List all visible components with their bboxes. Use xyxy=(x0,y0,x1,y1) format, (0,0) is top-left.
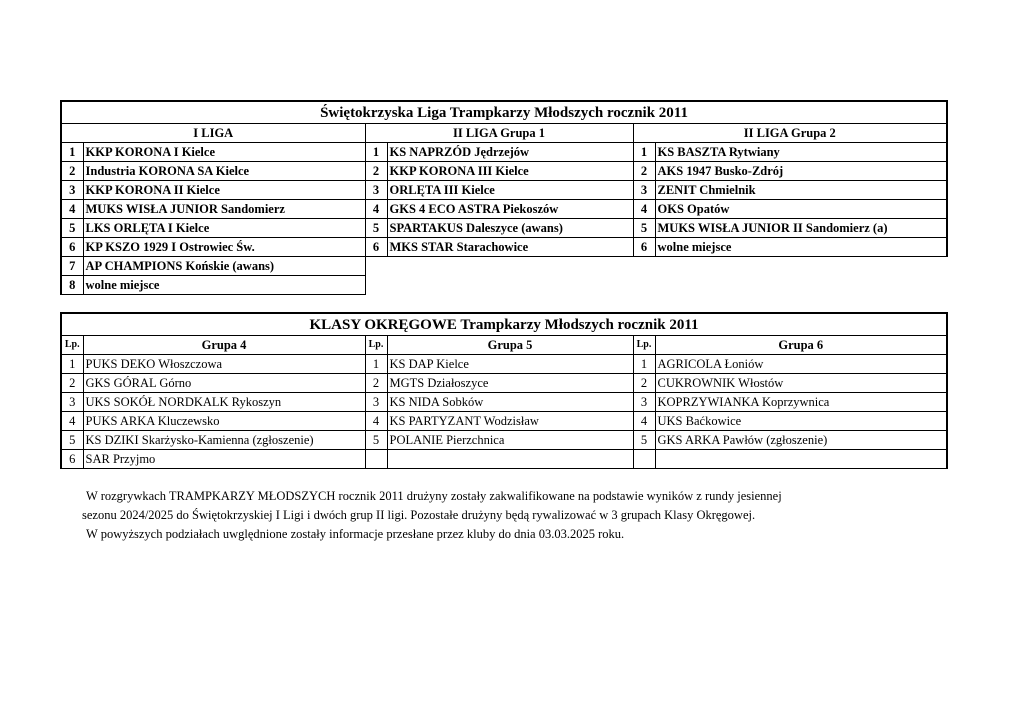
team-name: KS DAP Kielce xyxy=(387,355,633,374)
team-number: 6 xyxy=(61,238,83,257)
team-number: 3 xyxy=(633,181,655,200)
team-number: 5 xyxy=(365,219,387,238)
team-number: 2 xyxy=(633,162,655,181)
team-number: 1 xyxy=(365,355,387,374)
team-name: MKS STAR Starachowice xyxy=(387,238,633,257)
team-number: 4 xyxy=(633,412,655,431)
note-line: sezonu 2024/2025 do Świętokrzyskiej I Ligi i dwóch grup II ligi. Pozostałe drużyny będą rywalizować w 3 grupach Klasy Okręgowej. xyxy=(82,508,756,522)
team-name: KP KSZO 1929 I Ostrowiec Św. xyxy=(83,238,365,257)
table-row xyxy=(61,257,947,276)
team-name: KOPRZYWIANKA Koprzywnica xyxy=(655,393,947,412)
team-name: UKS Baćkowice xyxy=(655,412,947,431)
team-number: 2 xyxy=(365,374,387,393)
team-name: KS DZIKI Skarżysko-Kamienna (zgłoszenie) xyxy=(83,431,365,450)
group-header-grupa-5: Grupa 5 xyxy=(387,336,633,355)
team-name: LKS ORLĘTA I Kielce xyxy=(83,219,365,238)
team-number: 3 xyxy=(365,393,387,412)
team-name: SPARTAKUS Daleszyce (awans) xyxy=(387,219,633,238)
liga-table xyxy=(60,100,948,295)
empty-cell xyxy=(633,257,655,276)
team-name: ORLĘTA III Kielce xyxy=(387,181,633,200)
team-number: 6 xyxy=(633,238,655,257)
group-header-grupa-4: Grupa 4 xyxy=(83,336,365,355)
group-header-grupa-6: Grupa 6 xyxy=(655,336,947,355)
team-name: PUKS ARKA Kluczewsko xyxy=(83,412,365,431)
team-name: AP CHAMPIONS Końskie (awans) xyxy=(83,257,365,276)
table-row xyxy=(61,219,947,238)
lp-header: Lp. xyxy=(61,336,83,355)
team-number: 4 xyxy=(365,412,387,431)
empty-cell xyxy=(633,276,655,295)
lp-header: Lp. xyxy=(633,336,655,355)
team-name: MUKS WISŁA JUNIOR Sandomierz xyxy=(83,200,365,219)
team-number: 8 xyxy=(61,276,83,295)
team-number: 5 xyxy=(61,219,83,238)
empty-cell xyxy=(365,276,387,295)
table-row xyxy=(61,143,947,162)
team-name: CUKROWNIK Włostów xyxy=(655,374,947,393)
team-number: 1 xyxy=(633,355,655,374)
note-line: W rozgrywkach TRAMPKARZY MŁODSZYCH rocznik 2011 drużyny zostały zakwalifikowane na podstawie wyników z rundy jesiennej xyxy=(86,489,782,503)
team-number: 5 xyxy=(633,431,655,450)
liga-title: Świętokrzyska Liga Trampkarzy Młodszych rocznik 2011 xyxy=(61,101,947,124)
group-header-i-liga: I LIGA xyxy=(61,124,365,143)
team-number: 1 xyxy=(633,143,655,162)
team-name: POLANIE Pierzchnica xyxy=(387,431,633,450)
table-row xyxy=(61,238,947,257)
team-number: 1 xyxy=(61,355,83,374)
note-line: W powyższych podziałach uwględnione zostały informacje przesłane przez kluby do dnia 03.03.2025 roku. xyxy=(86,527,625,541)
klasy-okregowe-table xyxy=(60,312,948,469)
team-number: 5 xyxy=(365,431,387,450)
team-number: 3 xyxy=(61,181,83,200)
empty-cell xyxy=(365,450,387,469)
team-name: KS BASZTA Rytwiany xyxy=(655,143,947,162)
team-name: OKS Opatów xyxy=(655,200,947,219)
group-header-ii-liga-2: II LIGA Grupa 2 xyxy=(633,124,947,143)
table-row xyxy=(61,162,947,181)
table-row xyxy=(61,431,947,450)
team-name: GKS 4 ECO ASTRA Piekoszów xyxy=(387,200,633,219)
team-number: 3 xyxy=(365,181,387,200)
team-number: 2 xyxy=(633,374,655,393)
team-name: KKP KORONA II Kielce xyxy=(83,181,365,200)
team-name: wolne miejsce xyxy=(655,238,947,257)
empty-cell xyxy=(655,276,947,295)
team-number: 1 xyxy=(61,143,83,162)
team-name: GKS GÓRAL Górno xyxy=(83,374,365,393)
table-row xyxy=(61,181,947,200)
team-number: 4 xyxy=(61,412,83,431)
team-number: 4 xyxy=(365,200,387,219)
empty-cell xyxy=(387,257,633,276)
team-number: 5 xyxy=(633,219,655,238)
team-number: 3 xyxy=(633,393,655,412)
team-name: MGTS Działoszyce xyxy=(387,374,633,393)
notes xyxy=(82,487,962,544)
table-row xyxy=(61,450,947,469)
team-name: AKS 1947 Busko-Zdrój xyxy=(655,162,947,181)
table-row xyxy=(61,393,947,412)
empty-cell xyxy=(655,450,947,469)
team-number: 2 xyxy=(61,162,83,181)
team-number: 4 xyxy=(633,200,655,219)
empty-cell xyxy=(633,450,655,469)
team-number: 2 xyxy=(61,374,83,393)
empty-cell xyxy=(387,276,633,295)
team-name: UKS SOKÓŁ NORDKALK Rykoszyn xyxy=(83,393,365,412)
table-row xyxy=(61,355,947,374)
team-name: KKP KORONA I Kielce xyxy=(83,143,365,162)
team-number: 7 xyxy=(61,257,83,276)
team-number: 1 xyxy=(365,143,387,162)
team-name: KS NIDA Sobków xyxy=(387,393,633,412)
lp-header: Lp. xyxy=(365,336,387,355)
team-number: 6 xyxy=(61,450,83,469)
empty-cell xyxy=(387,450,633,469)
team-name: KKP KORONA III Kielce xyxy=(387,162,633,181)
team-number: 5 xyxy=(61,431,83,450)
team-name: wolne miejsce xyxy=(83,276,365,295)
table-row xyxy=(61,374,947,393)
team-name: KS NAPRZÓD Jędrzejów xyxy=(387,143,633,162)
team-name: PUKS DEKO Włoszczowa xyxy=(83,355,365,374)
table-row xyxy=(61,412,947,431)
empty-cell xyxy=(365,257,387,276)
table-row xyxy=(61,276,947,295)
team-number: 2 xyxy=(365,162,387,181)
team-number: 4 xyxy=(61,200,83,219)
table-row xyxy=(61,200,947,219)
team-name: GKS ARKA Pawłów (zgłoszenie) xyxy=(655,431,947,450)
empty-cell xyxy=(655,257,947,276)
team-name: KS PARTYZANT Wodzisław xyxy=(387,412,633,431)
team-name: SAR Przyjmo xyxy=(83,450,365,469)
team-name: AGRICOLA Łoniów xyxy=(655,355,947,374)
group-header-ii-liga-1: II LIGA Grupa 1 xyxy=(365,124,633,143)
klasy-title: KLASY OKRĘGOWE Trampkarzy Młodszych rocznik 2011 xyxy=(61,313,947,336)
team-name: MUKS WISŁA JUNIOR II Sandomierz (a) xyxy=(655,219,947,238)
team-number: 6 xyxy=(365,238,387,257)
team-number: 3 xyxy=(61,393,83,412)
team-name: Industria KORONA SA Kielce xyxy=(83,162,365,181)
team-name: ZENIT Chmielnik xyxy=(655,181,947,200)
